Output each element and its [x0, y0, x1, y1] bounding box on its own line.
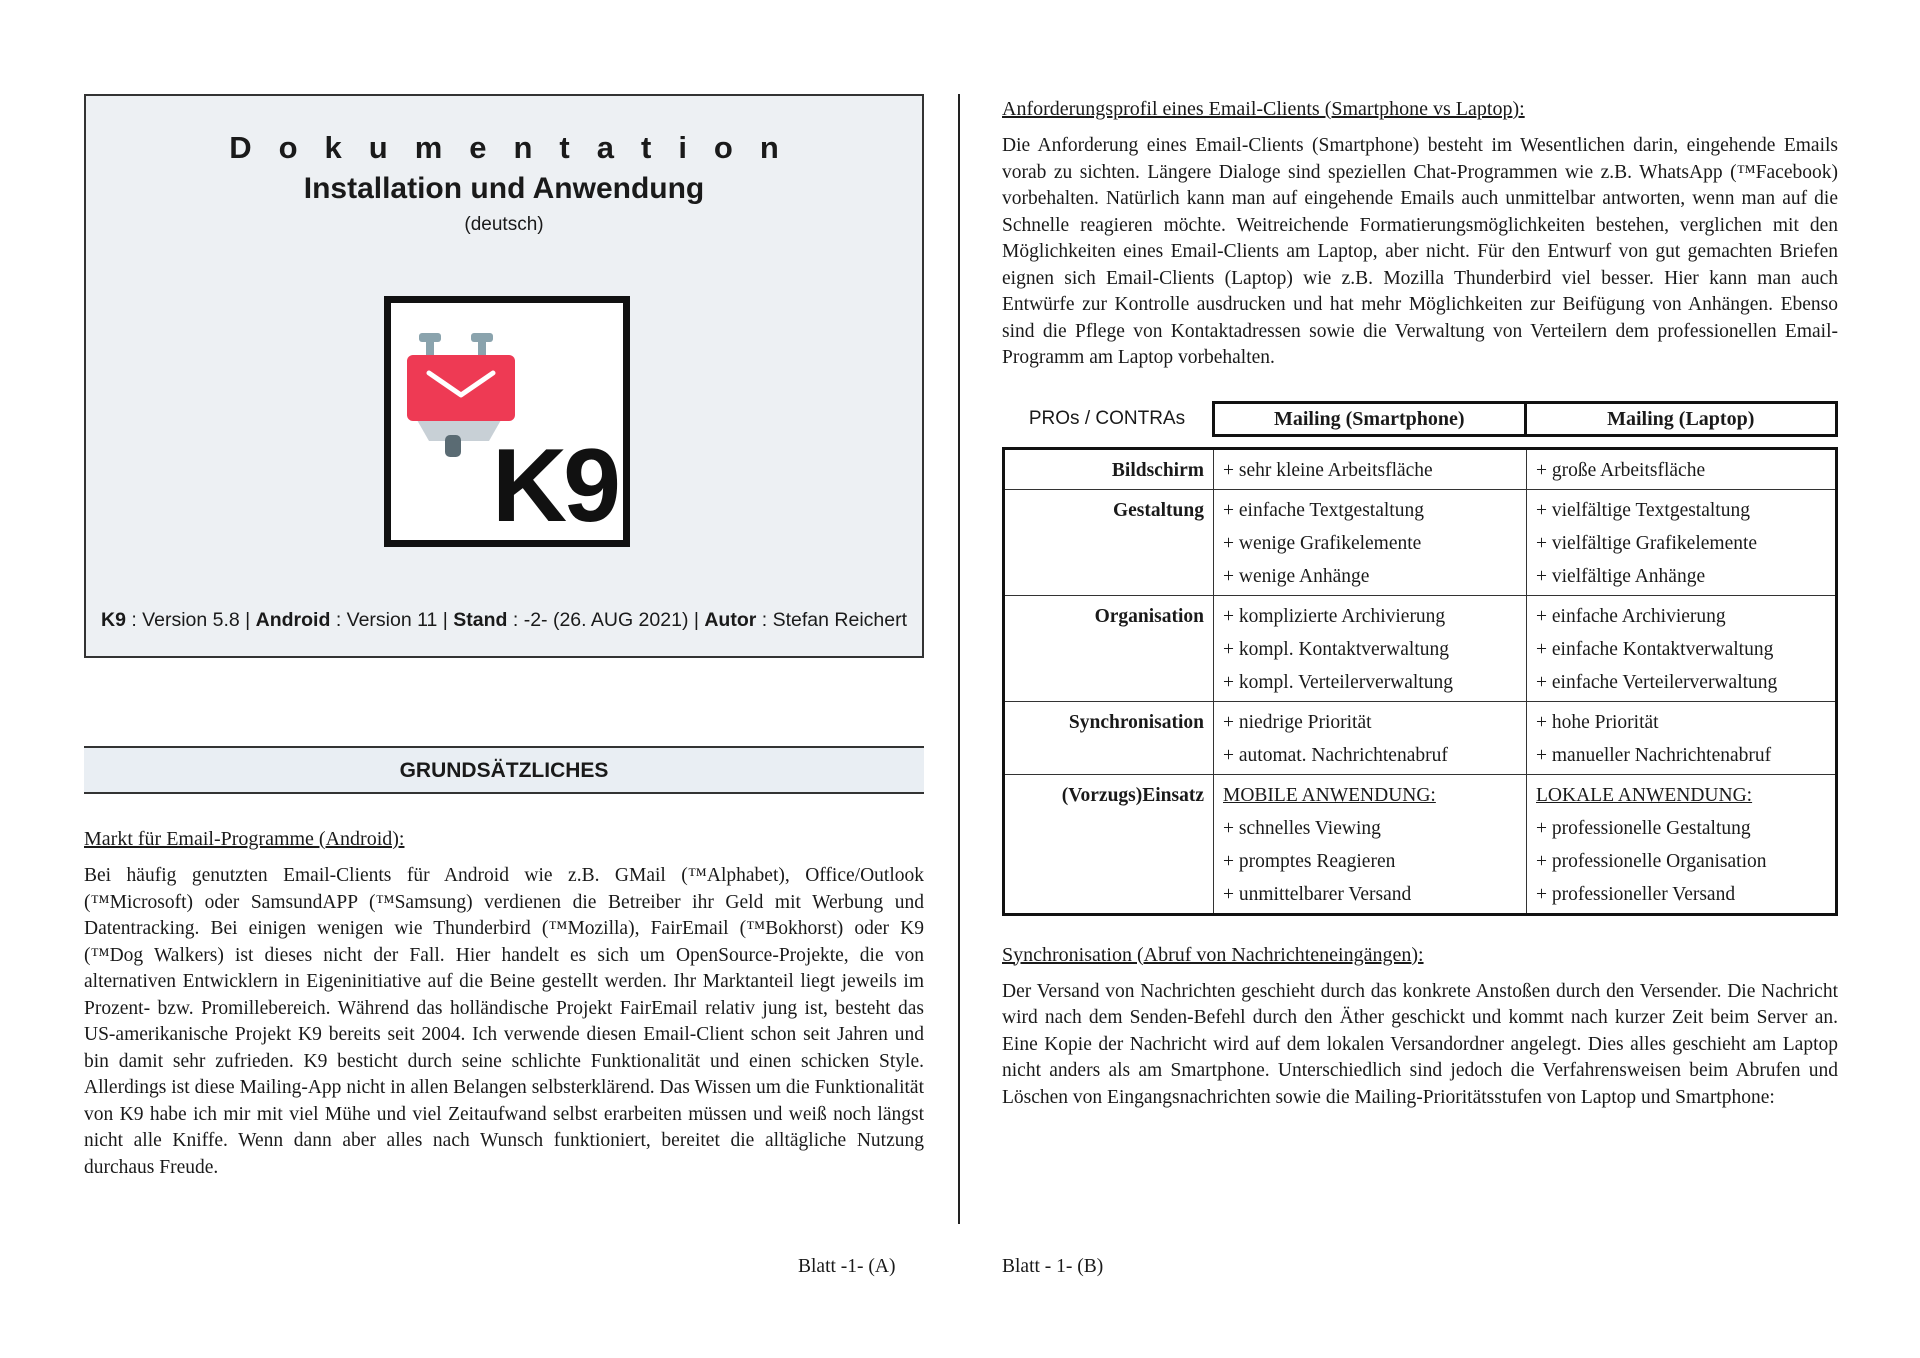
- cell-line: + schnelles Viewing: [1223, 817, 1381, 839]
- cell-line: + kompl. Verteilerverwaltung: [1223, 671, 1453, 693]
- cell-line: + kompl. Kontaktverwaltung: [1223, 638, 1450, 660]
- comparison-table: [1002, 447, 1838, 916]
- comparison-header: [1002, 402, 1838, 437]
- cell-line: + einfache Kontaktverwaltung: [1536, 638, 1774, 660]
- cell-smartphone: [1214, 595, 1527, 701]
- k9-logo: [384, 296, 630, 547]
- cell-laptop: [1527, 701, 1837, 774]
- cell-line: + einfache Archivierung: [1536, 605, 1726, 627]
- section-title: GRUNDSÄTZLICHES: [84, 746, 924, 794]
- doc-title: Installation und Anwendung: [303, 172, 705, 205]
- cell-line: + wenige Anhänge: [1223, 565, 1370, 587]
- cell-heading: LOKALE ANWENDUNG:: [1536, 784, 1753, 806]
- row-header: Organisation: [1004, 595, 1214, 701]
- cell-laptop: [1527, 595, 1837, 701]
- row-header: (Vorzugs)Einsatz: [1004, 774, 1214, 914]
- cell-smartphone: [1214, 774, 1527, 914]
- version-info: [86, 609, 922, 632]
- cell-laptop: [1527, 489, 1837, 595]
- doc-heading: Dokumentation: [229, 130, 806, 165]
- col-header-laptop: Mailing (Laptop): [1607, 408, 1755, 430]
- cell-line: + professionelle Gestaltung: [1536, 817, 1751, 839]
- page-right: [1002, 94, 1838, 1111]
- paragraph-sync: Der Versand von Nachrichten geschieht durch das konkrete Anstoßen durch den Versender. Die Nachricht wird nach dem Senden-Befehl durch den Äther geschickt und kommt nach kurzer Zeit beim Server an. Eine Kopie der Nachricht wird auf dem lokalen Versandordner angelegt. Dies alles geschieht am Laptop nicht anders als am Smartphone. Unterschiedlich sind jedoch die Verfahrensweisen beim Abrufen und Löschen von Eingangsnachrichten sowie die Mailing-Prioritätsstufen von Laptop und Smartphone:: [1002, 980, 1838, 1108]
- doc-language: (deutsch): [464, 214, 544, 235]
- meta-k9-label: K9: [100, 609, 126, 631]
- cell-laptop: [1527, 774, 1837, 914]
- cell-smartphone: [1214, 489, 1527, 595]
- row-header: Bildschirm: [1004, 448, 1214, 489]
- meta-android-label: Android: [255, 609, 331, 631]
- cell-smartphone: [1214, 701, 1527, 774]
- table-row: [1004, 595, 1837, 701]
- row-header: Gestaltung: [1004, 489, 1214, 595]
- subheading-market: Markt für Email-Programme (Android):: [84, 828, 405, 850]
- meta-stand-value: : -2- (26. AUG 2021) |: [512, 609, 699, 631]
- cell-line: + professionelle Organisation: [1536, 850, 1767, 872]
- cell-line: + manueller Nachrichtenabruf: [1536, 744, 1772, 766]
- page-left: [84, 94, 924, 1181]
- logo-text: K9: [492, 428, 617, 544]
- subheading-requirements: Anforderungsprofil eines Email-Clients (Smartphone vs Laptop):: [1002, 98, 1525, 120]
- meta-autor-value: : Stefan Reichert: [761, 609, 908, 631]
- cell-line: + automat. Nachrichtenabruf: [1223, 744, 1448, 766]
- cell-line: + promptes Reagieren: [1223, 850, 1396, 872]
- cell-line: + wenige Grafikelemente: [1223, 532, 1422, 554]
- pros-contras-label: PROs / CONTRAs: [1028, 408, 1186, 429]
- cell-line: + einfache Textgestaltung: [1223, 499, 1424, 521]
- cell-line: + komplizierte Archivierung: [1223, 605, 1446, 627]
- cell-line: + hohe Priorität: [1536, 711, 1659, 733]
- page-divider: [958, 94, 960, 1224]
- subheading-sync: Synchronisation (Abruf von Nachrichteneingängen):: [1002, 943, 1424, 966]
- cell-line: + unmittelbarer Versand: [1223, 883, 1412, 905]
- meta-autor-label: Autor: [704, 609, 757, 631]
- col-header-smartphone: Mailing (Smartphone): [1215, 404, 1527, 434]
- cell-line: + vielfältige Grafikelemente: [1536, 532, 1758, 554]
- table-row: [1004, 701, 1837, 774]
- cell-line: + sehr kleine Arbeitsfläche: [1223, 459, 1433, 481]
- title-box: [84, 94, 924, 658]
- table-row: [1004, 774, 1837, 914]
- cell-smartphone: [1214, 448, 1527, 489]
- meta-stand-label: Stand: [453, 609, 508, 631]
- row-header: Synchronisation: [1004, 701, 1214, 774]
- cell-line: + einfache Verteilerverwaltung: [1536, 671, 1778, 693]
- cell-laptop: [1527, 448, 1837, 489]
- cell-line: + professioneller Versand: [1536, 883, 1736, 905]
- footer-right: Blatt - 1- (B): [1002, 1256, 1104, 1277]
- table-row: [1004, 489, 1837, 595]
- meta-k9-value: : Version 5.8 |: [131, 609, 251, 631]
- paragraph-market: Bei häufig genutzten Email-Clients für Android wie z.B. GMail (™Alphabet), Office/Outlook (™Microsoft) oder SamsundAPP (™Samsung) verdienen die Betreiber ihr Geld mit Werbung und Datentracking. Bei einigen wenigen wie Thunderbird (™Mozilla), FairEmail (™Bokhorst) oder K9 (™Dog Walkers) ist dieses nicht der Fall. Hier handelt es sich um OpenSource-Projekte, die von alternativen Entwicklern in Eigeninitiative auf die Beine gestellt werden. Ihr Marktanteil liegt jeweils im Prozent- bzw. Promillebereich. Während das holländische Projekt FairEmail relativ jung ist, besteht das US-amerikanische Projekt K9 bereits seit 2004. Ich verwende diesen Email-Client schon seit Jahren und bin damit sehr zufrieden. K9 besticht durch seine schlichte Funktionalität und einen schicken Style. Allerdings ist diese Mailing-App nicht in allen Belangen selbsterklärend. Das Wissen um die Funktionalität von K9 habe ich mir mit viel Mühe und viel Zeitaufwand selbst erarbeiten müssen und weiß noch längst nicht alle Kniffe. Wenn dann aber alles nach Wunsch funktioniert, bereitet die alltägliche Nutzung durchaus Freude.: [84, 865, 924, 1178]
- meta-android-value: : Version 11 |: [335, 609, 448, 631]
- cell-line: + große Arbeitsfläche: [1536, 459, 1706, 481]
- footer-left: Blatt -1- (A): [798, 1256, 896, 1277]
- cell-line: + vielfältige Anhänge: [1536, 565, 1706, 587]
- cell-line: + vielfältige Textgestaltung: [1536, 499, 1750, 521]
- paragraph-requirements: Die Anforderung eines Email-Clients (Smartphone) besteht im Wesentlichen darin, eingehende Emails vorab zu sichten. Längere Dialoge sind speziellen Chat-Programmen wie z.B. WhatsApp (™Facebook) vorbehalten. Natürlich kann man auf eingehende Emails auch unmittelbar antworten, wenn man auf die Schnelle reagieren möchte. Weitreichende Formatierungsmöglichkeiten bestehen, verglichen mit den Möglichkeiten eines Email-Clients am Laptop, aber nicht. Für den Entwurf von gut gemachten Briefen eignen sich Email-Clients (Laptop) wie z.B. Mozilla Thunderbird viel besser. Hier kann man auch Entwürfe zur Kontrolle ausdrucken und hat mehr Möglichkeiten zur Beifügung von Anhängen. Ebenso sind die Pflege von Kontaktadressen sowie die Verwaltung von Verteilern dem professionellen Email-Programm am Laptop vorbehalten.: [1002, 135, 1838, 368]
- table-row: [1004, 448, 1837, 489]
- cell-line: + niedrige Priorität: [1223, 711, 1372, 733]
- cell-heading: MOBILE ANWENDUNG:: [1223, 784, 1436, 806]
